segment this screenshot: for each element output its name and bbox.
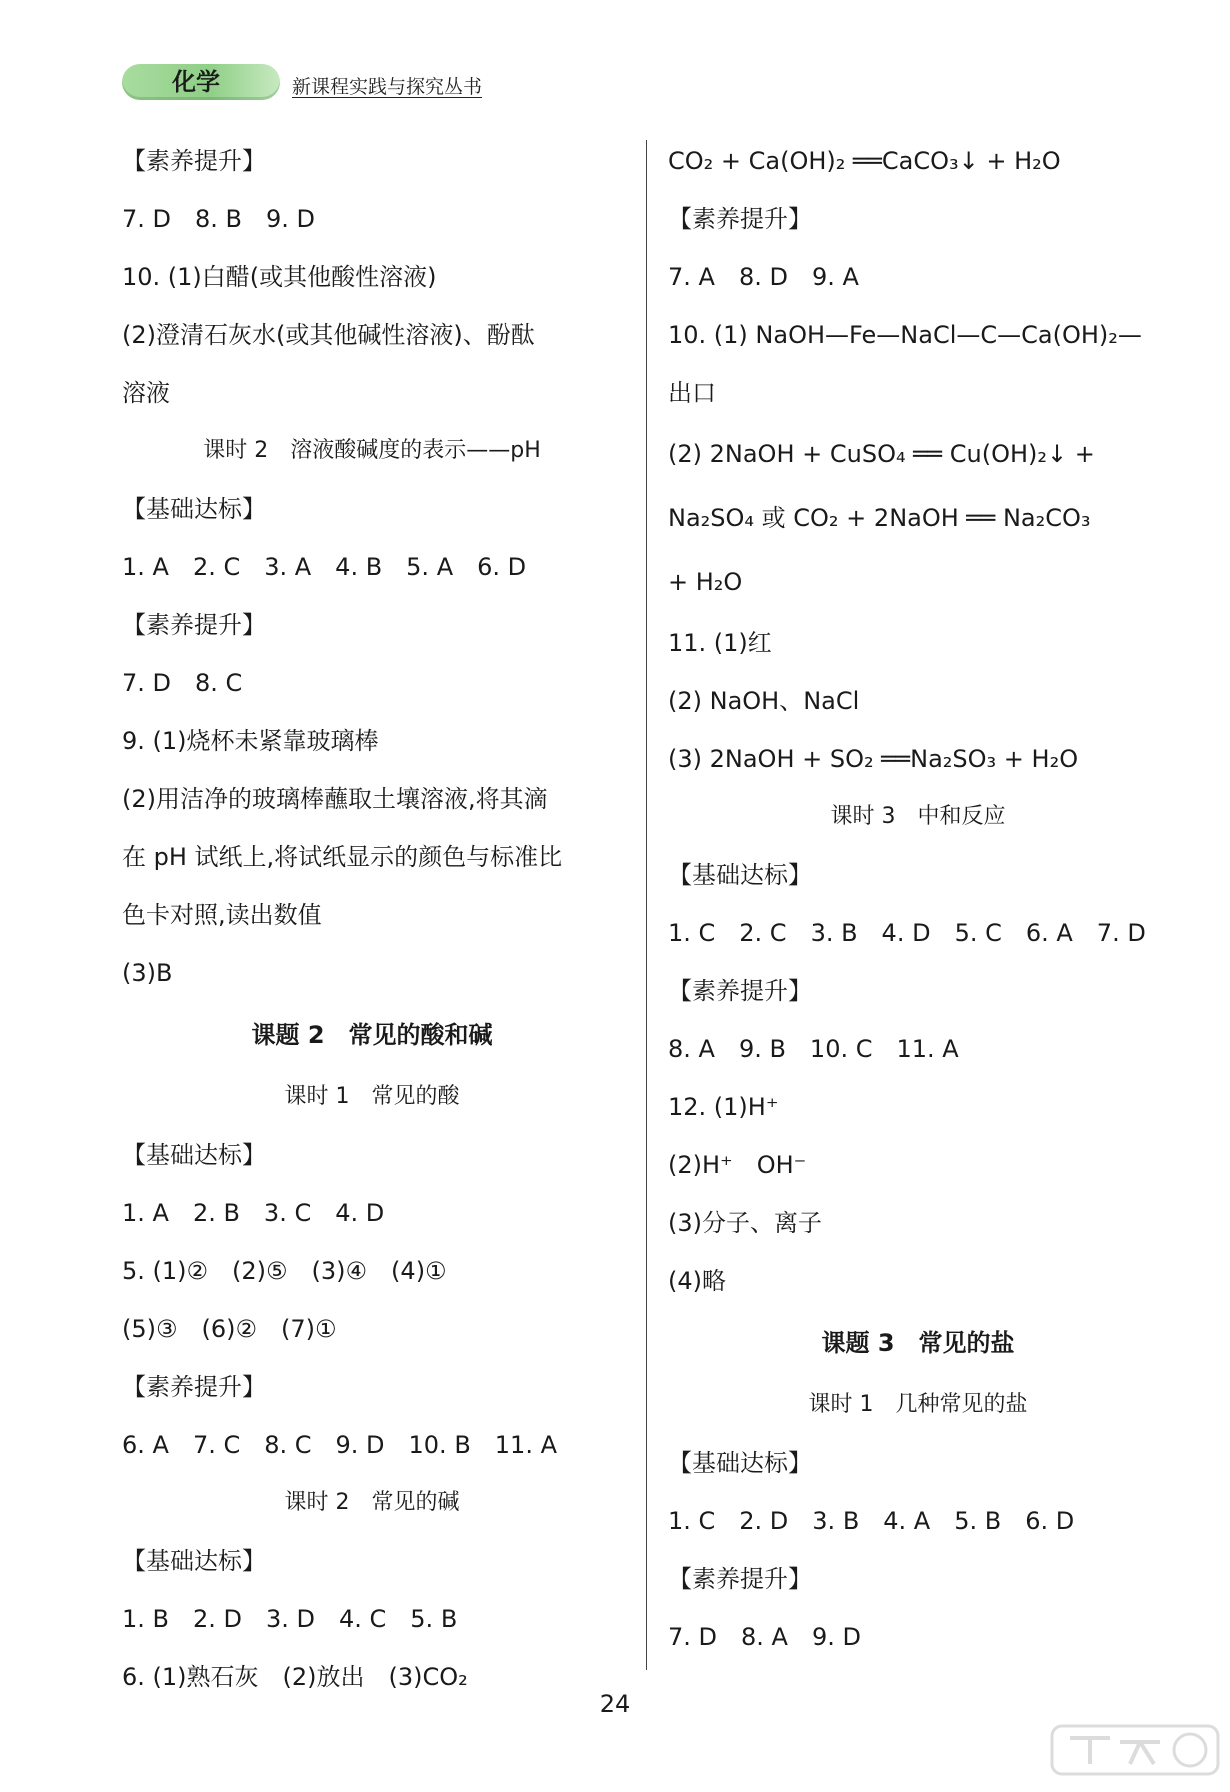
left-answer-line: 7. D 8. B 9. D <box>122 205 316 233</box>
left-answer-line: 色卡对照,读出数值 <box>122 901 322 929</box>
right-answer-line: (2) NaOH、NaCl <box>668 687 860 715</box>
left-period-heading: 课时 2 溶液酸碱度的表示——pH <box>203 438 541 463</box>
left-answer-line: 6. A 7. C 8. C 9. D 10. B 11. A <box>122 1431 557 1459</box>
left-answer-line: 7. D 8. C <box>122 669 243 697</box>
left-lesson-heading: 课题 2 常见的酸和碱 <box>251 1021 493 1049</box>
right-section-label: 【素养提升】 <box>668 1565 812 1593</box>
left-answer-line: (2)澄清石灰水(或其他碱性溶液)、酚酞 <box>122 321 535 349</box>
left-answer-line: 10. (1)白醋(或其他酸性溶液) <box>122 263 437 291</box>
left-answer-line: (5)③ (6)② (7)① <box>122 1315 337 1343</box>
right-answer-line: (3)分子、离子 <box>668 1209 822 1237</box>
right-answer-line: (2)H⁺ OH⁻ <box>668 1151 807 1179</box>
left-answer-line: 6. (1)熟石灰 (2)放出 (3)CO₂ <box>122 1663 468 1691</box>
right-answer-line: (3) 2NaOH + SO₂ ══Na₂SO₃ + H₂O <box>668 745 1079 773</box>
left-section-label: 【素养提升】 <box>122 611 266 639</box>
watermark-logo-icon <box>1050 1720 1220 1780</box>
right-answer-line: CO₂ + Ca(OH)₂ ══CaCO₃↓ + H₂O <box>668 147 1061 175</box>
subject-badge <box>122 64 280 100</box>
column-divider <box>646 140 647 1670</box>
left-answer-line: 1. A 2. C 3. A 4. B 5. A 6. D <box>122 553 527 581</box>
right-period-heading: 课时 1 几种常见的盐 <box>808 1392 1028 1417</box>
right-answer-line: (2) 2NaOH + CuSO₄ ══ Cu(OH)₂↓ + <box>668 440 1095 468</box>
left-column <box>122 132 622 1706</box>
right-answer-line: + H₂O <box>668 568 743 596</box>
right-answer-line: 出口 <box>668 379 716 407</box>
right-section-label: 【素养提升】 <box>668 205 812 233</box>
page-header <box>122 62 522 102</box>
left-answer-line: (2)用洁净的玻璃棒蘸取土壤溶液,将其滴 <box>122 785 548 813</box>
left-answer-line: 溶液 <box>122 379 170 407</box>
right-answer-line: 8. A 9. B 10. C 11. A <box>668 1035 959 1063</box>
left-section-label: 【基础达标】 <box>122 495 266 523</box>
left-answer-line: (3)B <box>122 959 173 987</box>
right-section-label: 【基础达标】 <box>668 861 812 889</box>
subject-label: 化学 <box>172 68 220 96</box>
right-section-label: 【基础达标】 <box>668 1449 812 1477</box>
right-answer-line: 12. (1)H⁺ <box>668 1093 779 1121</box>
right-period-heading: 课时 3 中和反应 <box>830 804 1006 829</box>
left-answer-line: 1. B 2. D 3. D 4. C 5. B <box>122 1605 458 1633</box>
right-answer-line: 10. (1) NaOH—Fe—NaCl—C—Ca(OH)₂— <box>668 321 1142 349</box>
right-answer-line: 1. C 2. D 3. B 4. A 5. B 6. D <box>668 1507 1075 1535</box>
left-section-label: 【素养提升】 <box>122 147 266 175</box>
left-section-label: 【素养提升】 <box>122 1373 266 1401</box>
right-lesson-heading: 课题 3 常见的盐 <box>821 1329 1015 1357</box>
left-section-label: 【基础达标】 <box>122 1141 266 1169</box>
left-answer-line: 9. (1)烧杯未紧靠玻璃棒 <box>122 727 379 755</box>
right-answer-line: (4)略 <box>668 1267 726 1295</box>
right-answer-line: 11. (1)红 <box>668 629 772 657</box>
right-answer-line: 7. A 8. D 9. A <box>668 263 859 291</box>
right-section-label: 【素养提升】 <box>668 977 812 1005</box>
page-number: 24 <box>599 1690 631 1718</box>
right-column <box>668 132 1168 1666</box>
right-answer-line: 7. D 8. A 9. D <box>668 1623 861 1651</box>
left-answer-line: 1. A 2. B 3. C 4. D <box>122 1199 385 1227</box>
left-answer-line: 在 pH 试纸上,将试纸显示的颜色与标准比 <box>122 843 563 871</box>
right-answer-line: Na₂SO₄ 或 CO₂ + 2NaOH ══ Na₂CO₃ <box>668 504 1091 532</box>
left-period-heading: 课时 2 常见的碱 <box>284 1490 460 1515</box>
right-answer-line: 1. C 2. C 3. B 4. D 5. C 6. A 7. D <box>668 919 1146 947</box>
left-period-heading: 课时 1 常见的酸 <box>284 1084 460 1109</box>
left-section-label: 【基础达标】 <box>122 1547 266 1575</box>
left-answer-line: 5. (1)② (2)⑤ (3)④ (4)① <box>122 1257 447 1285</box>
series-title: 新课程实践与探究丛书 <box>292 76 483 98</box>
